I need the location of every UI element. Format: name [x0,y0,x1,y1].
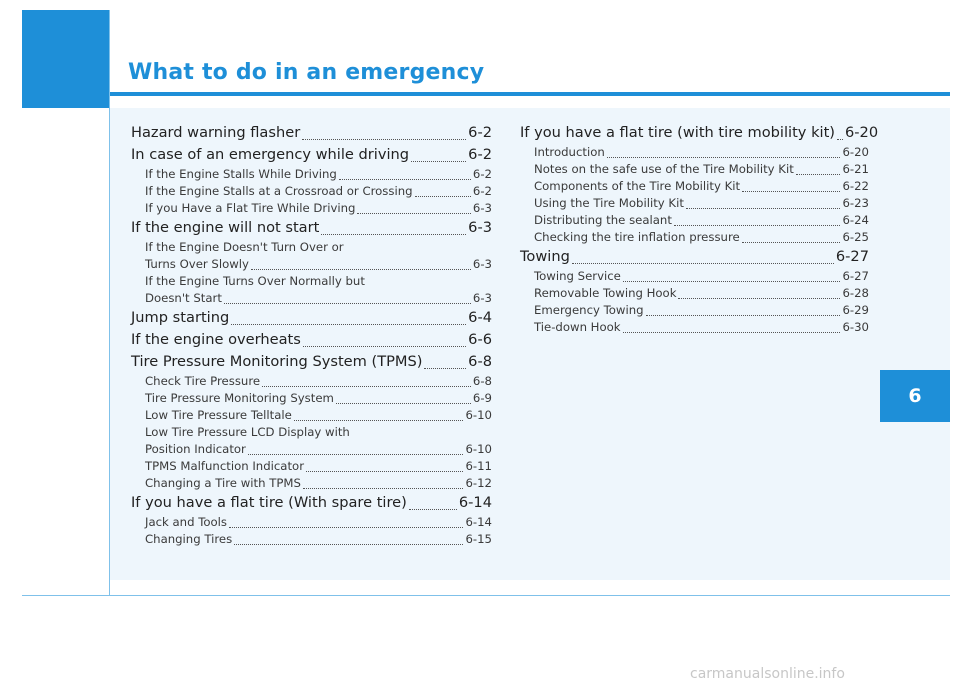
toc-entry-label: Low Tire Pressure Telltale [145,408,292,422]
toc-section-entry[interactable] [131,307,492,329]
toc-section-entry[interactable] [131,122,492,144]
toc-dot-leader [742,191,840,192]
toc-dot-leader [572,263,834,264]
toc-entry-label: If the engine overheats [131,331,301,348]
toc-subsection-entry[interactable] [520,319,869,336]
toc-page-number: 6-10 [465,408,492,422]
toc-section-entry[interactable] [131,144,492,166]
toc-dot-leader [623,281,841,282]
toc-dot-leader [411,161,466,162]
toc-dot-leader [303,488,464,489]
toc-dot-leader [231,324,466,325]
toc-entry-label: Using the Tire Mobility Kit [534,196,684,210]
toc-page-number: 6-29 [842,303,869,317]
toc-subsection-entry[interactable] [131,390,492,407]
toc-entry-label: Tire Pressure Monitoring System (TPMS) [131,353,423,370]
toc-page-number: 6-2 [472,167,492,181]
toc-dot-leader [302,139,466,140]
watermark-text: carmanualsonline.info [690,666,845,682]
toc-dot-leader [248,454,464,455]
toc-dot-leader [607,157,841,158]
toc-entry-label: If the Engine Stalls at a Crossroad or Crossing [145,184,413,198]
toc-entry-label: Changing a Tire with TPMS [145,476,301,490]
toc-dot-leader [262,386,471,387]
toc-page-number: 6-2 [472,184,492,198]
toc-page-number: 6-6 [468,331,492,348]
toc-page-number: 6-8 [472,374,492,388]
toc-subsection-entry[interactable] [131,458,492,475]
toc-page-number: 6-9 [472,391,492,405]
toc-dot-leader [357,213,470,214]
toc-subsection-entry[interactable] [131,183,492,200]
toc-entry-label: If the Engine Doesn't Turn Over or [145,240,344,254]
toc-entry-label: Changing Tires [145,532,233,546]
toc-entry-label: If the engine will not start [131,219,320,236]
toc-dot-leader [409,509,457,510]
toc-subsection-entry[interactable] [131,531,492,548]
toc-entry-label: If you Have a Flat Tire While Driving [145,201,356,215]
toc-subsection-entry[interactable] [520,268,869,285]
toc-page-number: 6-14 [458,494,492,511]
toc-dot-leader [646,315,841,316]
toc-dot-leader [674,225,841,226]
toc-entry-label: Components of the Tire Mobility Kit [534,179,741,193]
toc-dot-leader [623,332,841,333]
toc-page-number: 6-25 [842,230,869,244]
toc-left-column [131,122,492,548]
toc-page-number: 6-27 [842,269,869,283]
toc-page-number: 6-14 [465,515,492,529]
toc-page-number: 6-21 [842,162,869,176]
toc-subsection-entry[interactable] [131,239,492,256]
toc-subsection-entry[interactable] [520,178,869,195]
toc-entry-label: Distributing the sealant [534,213,672,227]
toc-page-number: 6-20 [842,145,869,159]
toc-page-number: 6-4 [468,309,492,326]
toc-page-number: 6-2 [468,146,492,163]
toc-dot-leader [303,346,466,347]
toc-dot-leader [306,471,463,472]
toc-page-number: 6-3 [468,219,492,236]
toc-page-number: 6-27 [835,248,869,265]
toc-subsection-entry[interactable] [131,475,492,492]
toc-subsection-entry[interactable] [131,441,492,458]
toc-entry-label: If the Engine Turns Over Normally but [145,274,365,288]
toc-entry-label: If you have a flat tire (with tire mobility kit) [520,124,835,141]
toc-entry-label: Position Indicator [145,442,246,456]
toc-dot-leader [415,196,471,197]
toc-dot-leader [742,242,841,243]
toc-subsection-entry[interactable] [131,407,492,424]
bottom-guide-line [22,595,950,596]
chapter-tab[interactable]: 6 [880,370,950,422]
toc-subsection-entry[interactable] [520,144,869,161]
toc-section-entry[interactable] [520,122,879,144]
toc-dot-leader [321,234,466,235]
toc-entry-label: In case of an emergency while driving [131,146,410,163]
toc-subsection-entry[interactable] [131,166,492,183]
toc-section-entry[interactable] [131,492,492,514]
toc-entry-label: Jack and Tools [145,515,228,529]
title-underline [110,92,950,96]
toc-section-entry[interactable] [131,351,492,373]
toc-dot-leader [837,139,843,140]
toc-subsection-entry[interactable] [520,195,869,212]
toc-entry-label: Check Tire Pressure [145,374,261,388]
toc-entry-label: Checking the tire inflation pressure [534,230,740,244]
toc-dot-leader [336,403,471,404]
toc-entry-label: Turns Over Slowly [145,257,249,271]
toc-entry-label: TPMS Malfunction Indicator [145,459,305,473]
toc-entry-label: Jump starting [131,309,230,326]
toc-entry-label: Hazard warning flasher [131,124,301,141]
toc-subsection-entry[interactable] [131,373,492,390]
toc-subsection-entry[interactable] [520,302,869,319]
toc-dot-leader [229,527,463,528]
toc-dot-leader [234,544,463,545]
toc-subsection-entry[interactable] [131,256,492,273]
toc-page-number: 6-2 [468,124,492,141]
toc-subsection-entry[interactable] [131,424,492,441]
toc-page-number: 6-3 [472,257,492,271]
toc-page-number: 6-10 [465,442,492,456]
toc-entry-label: Notes on the safe use of the Tire Mobility Kit [534,162,794,176]
toc-subsection-entry[interactable] [131,290,492,307]
toc-dot-leader [686,208,841,209]
toc-dot-leader [339,179,471,180]
toc-subsection-entry[interactable] [131,514,492,531]
toc-entry-label: Low Tire Pressure LCD Display with [145,425,350,439]
toc-page-number: 6-24 [842,213,869,227]
toc-entry-label: Tie-down Hook [534,320,621,334]
toc-page-number: 6-12 [465,476,492,490]
toc-dot-leader [678,298,840,299]
toc-dot-leader [294,420,464,421]
toc-entry-label: Tire Pressure Monitoring System [145,391,334,405]
toc-dot-leader [224,303,471,304]
toc-subsection-entry[interactable] [520,229,869,246]
toc-section-entry[interactable] [131,329,492,351]
toc-entry-label: If the Engine Stalls While Driving [145,167,337,181]
toc-subsection-entry[interactable] [520,212,869,229]
toc-page-number: 6-23 [842,196,869,210]
toc-entry-label: Removable Towing Hook [534,286,677,300]
toc-page-number: 6-11 [465,459,492,473]
toc-page-number: 6-8 [468,353,492,370]
toc-page-number: 6-28 [842,286,869,300]
toc-entry-label: Introduction [534,145,605,159]
toc-dot-leader [424,368,466,369]
toc-subsection-entry[interactable] [520,161,869,178]
toc-subsection-entry[interactable] [131,273,492,290]
header-color-block [22,10,110,108]
toc-dot-leader [251,269,471,270]
toc-entry-label: Towing [520,248,570,265]
toc-right-column [520,122,879,336]
toc-page-number: 6-30 [842,320,869,334]
toc-page-number: 6-22 [842,179,869,193]
toc-section-entry[interactable] [131,217,492,239]
toc-entry-label: If you have a flat tire (With spare tire) [131,494,407,511]
toc-entry-label: Towing Service [534,269,621,283]
toc-page-number: 6-15 [465,532,492,546]
toc-entry-label: Emergency Towing [534,303,644,317]
toc-section-entry[interactable] [520,246,869,268]
toc-page-number: 6-20 [845,124,879,141]
toc-page-number: 6-3 [472,291,492,305]
page-title: What to do in an emergency [128,60,485,85]
toc-entry-label: Doesn't Start [145,291,222,305]
toc-subsection-entry[interactable] [520,285,869,302]
toc-page-number: 6-3 [472,201,492,215]
toc-dot-leader [796,174,841,175]
toc-subsection-entry[interactable] [131,200,492,217]
